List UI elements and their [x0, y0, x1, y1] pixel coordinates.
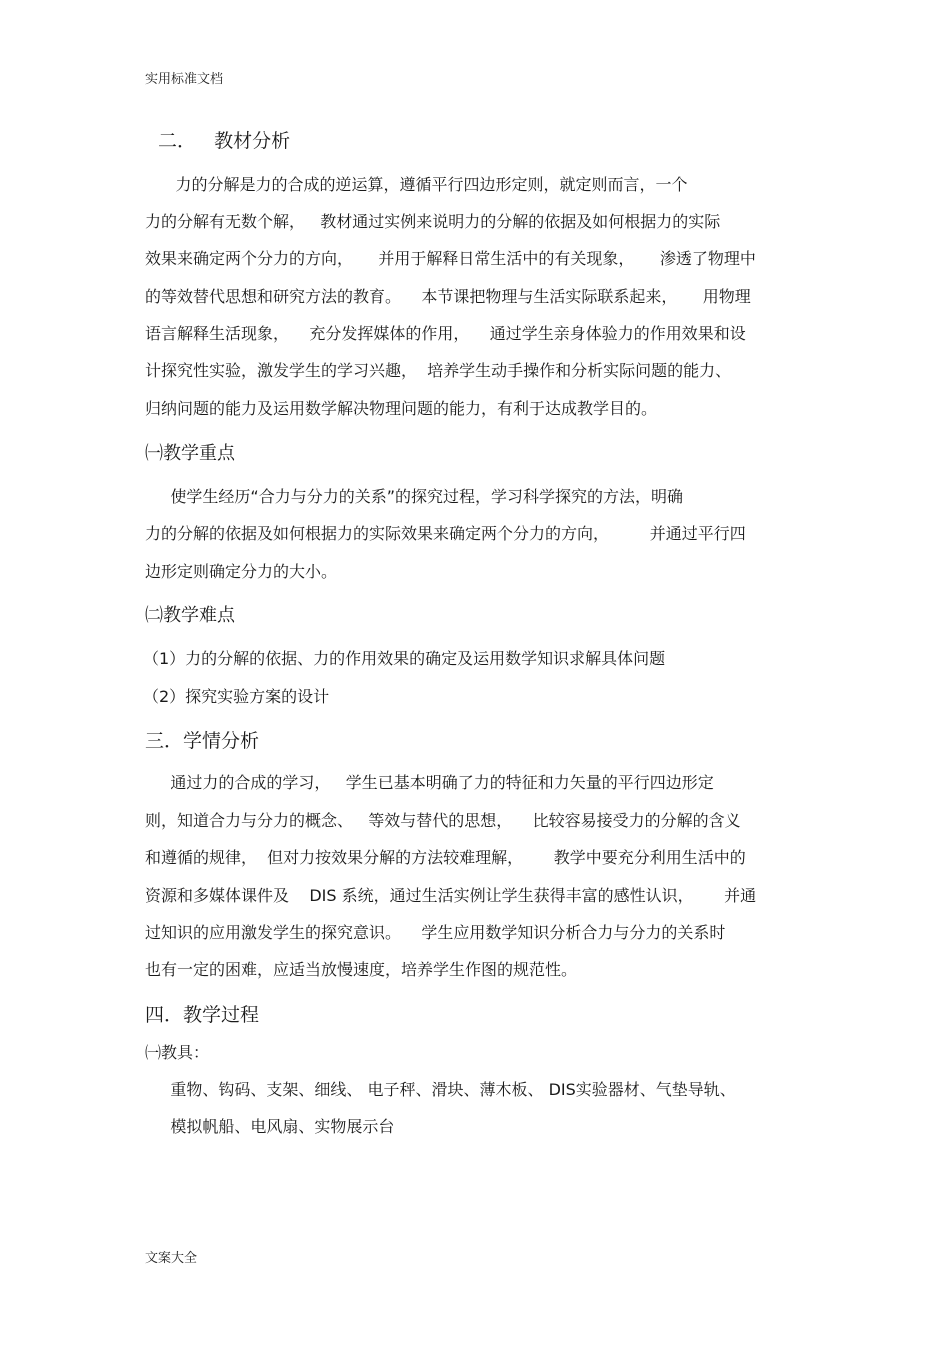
paragraph-line: 力的分解是力的合成的逆运算，遵循平行四边形定则，就定则而言，一个 — [145, 175, 688, 194]
paragraph-line: 过知识的应用激发学生的探究意识。 学生应用数学知识分析合力与分力的关系时 — [145, 923, 726, 942]
list-item: （2）探究实验方案的设计 — [143, 687, 330, 706]
paragraph-line: 力的分解的依据及如何根据力的实际效果来确定两个分力的方向， 并通过平行四 — [145, 524, 746, 543]
paragraph-line: 力的分解有无数个解， 教材通过实例来说明力的分解的依据及如何根据力的实际 — [145, 212, 721, 231]
paragraph-line: 边形定则确定分力的大小。 — [145, 562, 338, 581]
paragraph-line: 重物、钩码、支架、细线、 电子秤、滑块、薄木板、 DIS实验器材、气垫导轨、 — [145, 1080, 736, 1099]
paragraph-line: 资源和多媒体课件及 DIS 系统，通过生活实例让学生获得丰富的感性认识， 并通 — [145, 886, 757, 905]
paragraph-line: 也有一定的困难，应适当放慢速度，培养学生作图的规范性。 — [145, 960, 578, 979]
paragraph-line: 计探究性实验，激发学生的学习兴趣， 培养学生动手操作和分析实际问题的能力、 — [145, 361, 732, 380]
page-header: 实用标准文档 — [145, 72, 224, 87]
list-item: （1）力的分解的依据、力的作用效果的确定及运用数学知识求解具体问题 — [143, 649, 666, 668]
subheading-teaching-aids: ㈠教具： — [145, 1043, 210, 1062]
paragraph-line: 使学生经历“合力与分力的关系”的探究过程，学习科学探究的方法，明确 — [145, 487, 684, 506]
section-heading-materials: 二． 教材分析 — [158, 130, 291, 152]
paragraph-line: 归纳问题的能力及运用数学解决物理问题的能力，有利于达成教学目的。 — [145, 399, 658, 418]
section-heading-student-analysis: 三．学情分析 — [145, 730, 260, 752]
subheading-difficulties: ㈡教学难点 — [145, 605, 235, 626]
paragraph-line: 语言解释生活现象， 充分发挥媒体的作用， 通过学生亲身体验力的作用效果和设 — [145, 324, 746, 343]
paragraph-line: 则，知道合力与分力的概念、 等效与替代的思想， 比较容易接受力的分解的含义 — [145, 811, 741, 830]
section-heading-teaching-process: 四．教学过程 — [145, 1004, 260, 1026]
page-footer: 文案大全 — [145, 1251, 198, 1266]
paragraph-line: 模拟帆船、电风扇、实物展示台 — [145, 1117, 395, 1136]
paragraph-line: 通过力的合成的学习， 学生已基本明确了力的特征和力矢量的平行四边形定 — [145, 773, 714, 792]
paragraph-line: 效果来确定两个分力的方向， 并用于解释日常生活中的有关现象， 渗透了物理中 — [145, 249, 756, 268]
paragraph-line: 的等效替代思想和研究方法的教育。 本节课把物理与生活实际联系起来， 用物理 — [145, 287, 751, 306]
subheading-key-points: ㈠教学重点 — [145, 443, 235, 464]
paragraph-line: 和遵循的规律， 但对力按效果分解的方法较难理解， 教学中要充分利用生活中的 — [145, 848, 746, 867]
